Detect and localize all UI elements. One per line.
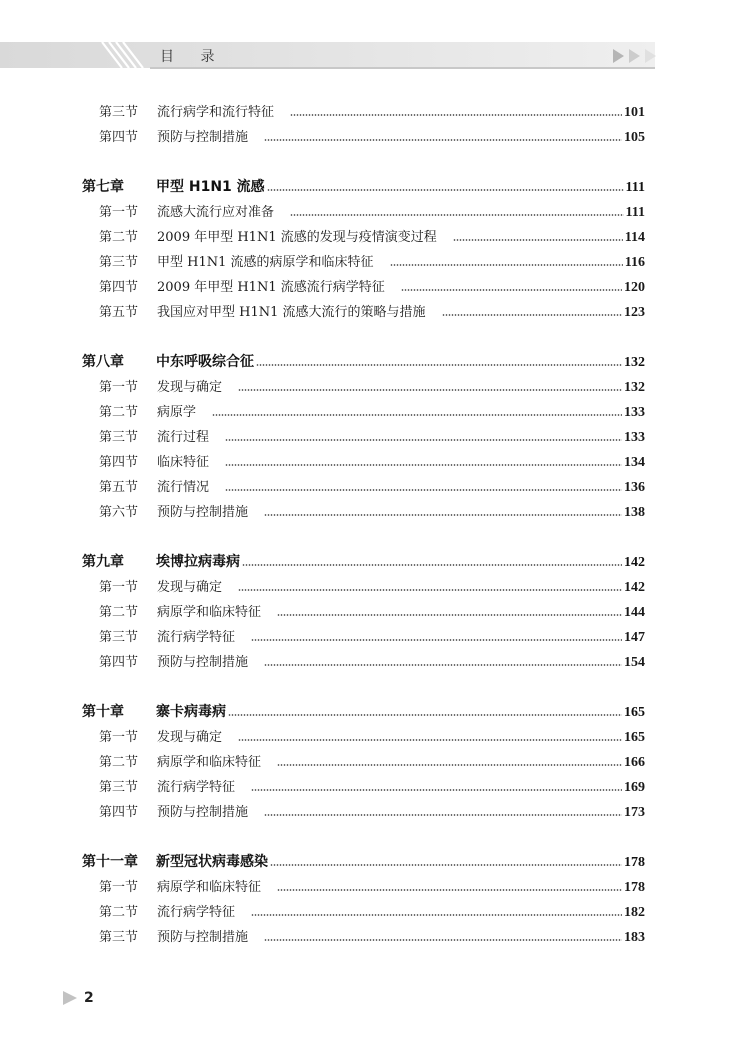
section-number: 第一节 [99,205,139,220]
page-number: 2 [84,990,94,1006]
dot-leader [290,214,624,216]
page-ref: 133 [624,405,645,420]
toc-section-row[interactable] [82,800,645,825]
dot-leader [290,114,622,116]
section-title: 流行病学特征 [157,905,236,920]
section-number: 第三节 [99,255,139,270]
section-number: 第二节 [99,905,139,920]
section-number: 第二节 [99,230,139,245]
toc-section-row[interactable] [82,425,645,450]
chapter-number: 第十章 [82,704,124,720]
dot-leader [242,564,622,566]
toc-section-row[interactable] [82,725,645,750]
table-of-contents [82,100,645,950]
page-title: 目 录 [160,49,226,65]
page-ref: 178 [624,855,645,870]
page-ref: 101 [624,105,645,120]
header-stripes-decoration [100,42,148,68]
toc-chapter-row[interactable] [82,850,645,875]
dot-leader [264,939,622,941]
section-title: 流行情况 [157,480,210,495]
toc-section-row[interactable] [82,300,645,325]
toc-section-row[interactable] [82,575,645,600]
dot-leader [264,514,622,516]
section-title: 预防与控制措施 [157,930,249,945]
section-number: 第四节 [99,805,139,820]
dot-leader [264,139,622,141]
toc-section-row[interactable] [82,650,645,675]
section-number: 第四节 [99,455,139,470]
toc-chapter-row[interactable] [82,175,645,200]
section-number: 第二节 [99,405,139,420]
page-ref: 183 [624,930,645,945]
section-number: 第三节 [99,630,139,645]
toc-section-row[interactable] [82,400,645,425]
page-ref: 165 [624,730,645,745]
section-title: 预防与控制措施 [157,655,249,670]
page-ref: 132 [624,355,645,370]
page-ref: 111 [625,180,645,195]
section-title: 流行病学特征 [157,630,236,645]
toc-section-row[interactable] [82,275,645,300]
section-number: 第一节 [99,730,139,745]
dot-leader [238,589,622,591]
section-title: 我国应对甲型 H1N1 流感大流行的策略与措施 [157,305,426,320]
dot-leader [264,814,622,816]
toc-section-row[interactable] [82,900,645,925]
section-title: 病原学和临床特征 [157,755,262,770]
chapter-title: 甲型 H1N1 流感 [156,179,265,195]
toc-section-row[interactable] [82,625,645,650]
section-number: 第三节 [99,430,139,445]
section-title: 2009 年甲型 H1N1 流感的发现与疫情演变过程 [157,230,437,245]
toc-section-row[interactable] [82,775,645,800]
dot-leader [225,439,622,441]
toc-section-row[interactable] [82,225,645,250]
chapter-number: 第八章 [82,354,124,370]
chapter-title: 寨卡病毒病 [156,704,226,720]
section-number: 第二节 [99,605,139,620]
section-title: 病原学 [157,405,197,420]
section-title: 预防与控制措施 [157,805,249,820]
page-ref: 123 [624,305,645,320]
dot-leader [238,739,622,741]
page-ref: 142 [624,580,645,595]
dot-leader [251,639,622,641]
section-title: 临床特征 [157,455,210,470]
section-number: 第四节 [99,655,139,670]
page-ref: 132 [624,380,645,395]
page-ref: 134 [624,455,645,470]
page-ref: 178 [624,880,645,895]
toc-section-row[interactable] [82,875,645,900]
page-ref: 154 [624,655,645,670]
page-ref: 105 [624,130,645,145]
section-title: 流行病学特征 [157,780,236,795]
toc-chapter-row[interactable] [82,700,645,725]
chapter-number: 第七章 [82,179,124,195]
toc-section-row[interactable] [82,375,645,400]
section-title: 发现与确定 [157,730,223,745]
section-title: 发现与确定 [157,380,223,395]
dot-leader [228,714,622,716]
section-number: 第六节 [99,505,139,520]
dot-leader [270,864,622,866]
dot-leader [212,414,622,416]
section-title: 流行过程 [157,430,210,445]
section-title: 甲型 H1N1 流感的病原学和临床特征 [157,255,374,270]
section-title: 流行病学和流行特征 [157,105,275,120]
section-number: 第三节 [99,105,139,120]
dot-leader [225,489,622,491]
section-number: 第三节 [99,930,139,945]
toc-section-row[interactable] [82,925,645,950]
dot-leader [277,764,622,766]
header-band [0,42,655,68]
chapter-number: 第十一章 [82,854,138,870]
toc-section-row[interactable] [82,450,645,475]
header-rule [150,67,655,69]
section-number: 第二节 [99,755,139,770]
section-number: 第一节 [99,580,139,595]
toc-chapter-row[interactable] [82,550,645,575]
page-ref: 111 [625,205,645,220]
section-number: 第一节 [99,880,139,895]
chapter-number: 第九章 [82,554,124,570]
page-ref: 114 [624,230,645,245]
section-title: 流感大流行应对准备 [157,205,275,220]
triple-arrow-icon [613,48,661,64]
chapter-title: 新型冠状病毒感染 [156,854,268,870]
section-title: 发现与确定 [157,580,223,595]
page-ref: 136 [624,480,645,495]
section-number: 第五节 [99,305,139,320]
page-ref: 147 [624,630,645,645]
page-ref: 116 [624,255,645,270]
section-number: 第五节 [99,480,139,495]
toc-section-row[interactable] [82,250,645,275]
dot-leader [256,364,622,366]
page-ref: 142 [624,555,645,570]
dot-leader [453,239,623,241]
dot-leader [401,289,622,291]
toc-spacer [82,525,645,550]
dot-leader [225,464,622,466]
section-number: 第一节 [99,380,139,395]
section-title: 预防与控制措施 [157,130,249,145]
section-number: 第四节 [99,280,139,295]
dot-leader [277,889,622,891]
section-title: 病原学和临床特征 [157,605,262,620]
dot-leader [238,389,622,391]
section-title: 预防与控制措施 [157,505,249,520]
dot-leader [390,264,623,266]
section-number: 第四节 [99,130,139,145]
toc-section-row[interactable] [82,600,645,625]
footer-arrow-icon [63,991,77,1005]
page-ref: 144 [624,605,645,620]
toc-section-row[interactable] [82,750,645,775]
toc-section-row[interactable] [82,125,645,150]
page-ref: 138 [624,505,645,520]
toc-chapter-row[interactable] [82,350,645,375]
dot-leader [251,914,622,916]
page-ref: 120 [624,280,645,295]
page-ref: 166 [624,755,645,770]
page-ref: 169 [624,780,645,795]
toc-section-row[interactable] [82,200,645,225]
toc-section-row[interactable] [82,500,645,525]
section-title: 病原学和临床特征 [157,880,262,895]
chapter-title: 中东呼吸综合征 [156,354,254,370]
section-title: 2009 年甲型 H1N1 流感流行病学特征 [157,280,385,295]
toc-section-row[interactable] [82,100,645,125]
section-number: 第三节 [99,780,139,795]
toc-spacer [82,325,645,350]
chapter-title: 埃博拉病毒病 [156,554,240,570]
toc-spacer [82,150,645,175]
page-ref: 165 [624,705,645,720]
dot-leader [277,614,622,616]
page-ref: 133 [624,430,645,445]
toc-section-row[interactable] [82,475,645,500]
dot-leader [264,664,622,666]
page-ref: 182 [624,905,645,920]
dot-leader [442,314,622,316]
dot-leader [267,189,624,191]
page-ref: 173 [624,805,645,820]
toc-spacer [82,675,645,700]
dot-leader [251,789,622,791]
toc-spacer [82,825,645,850]
